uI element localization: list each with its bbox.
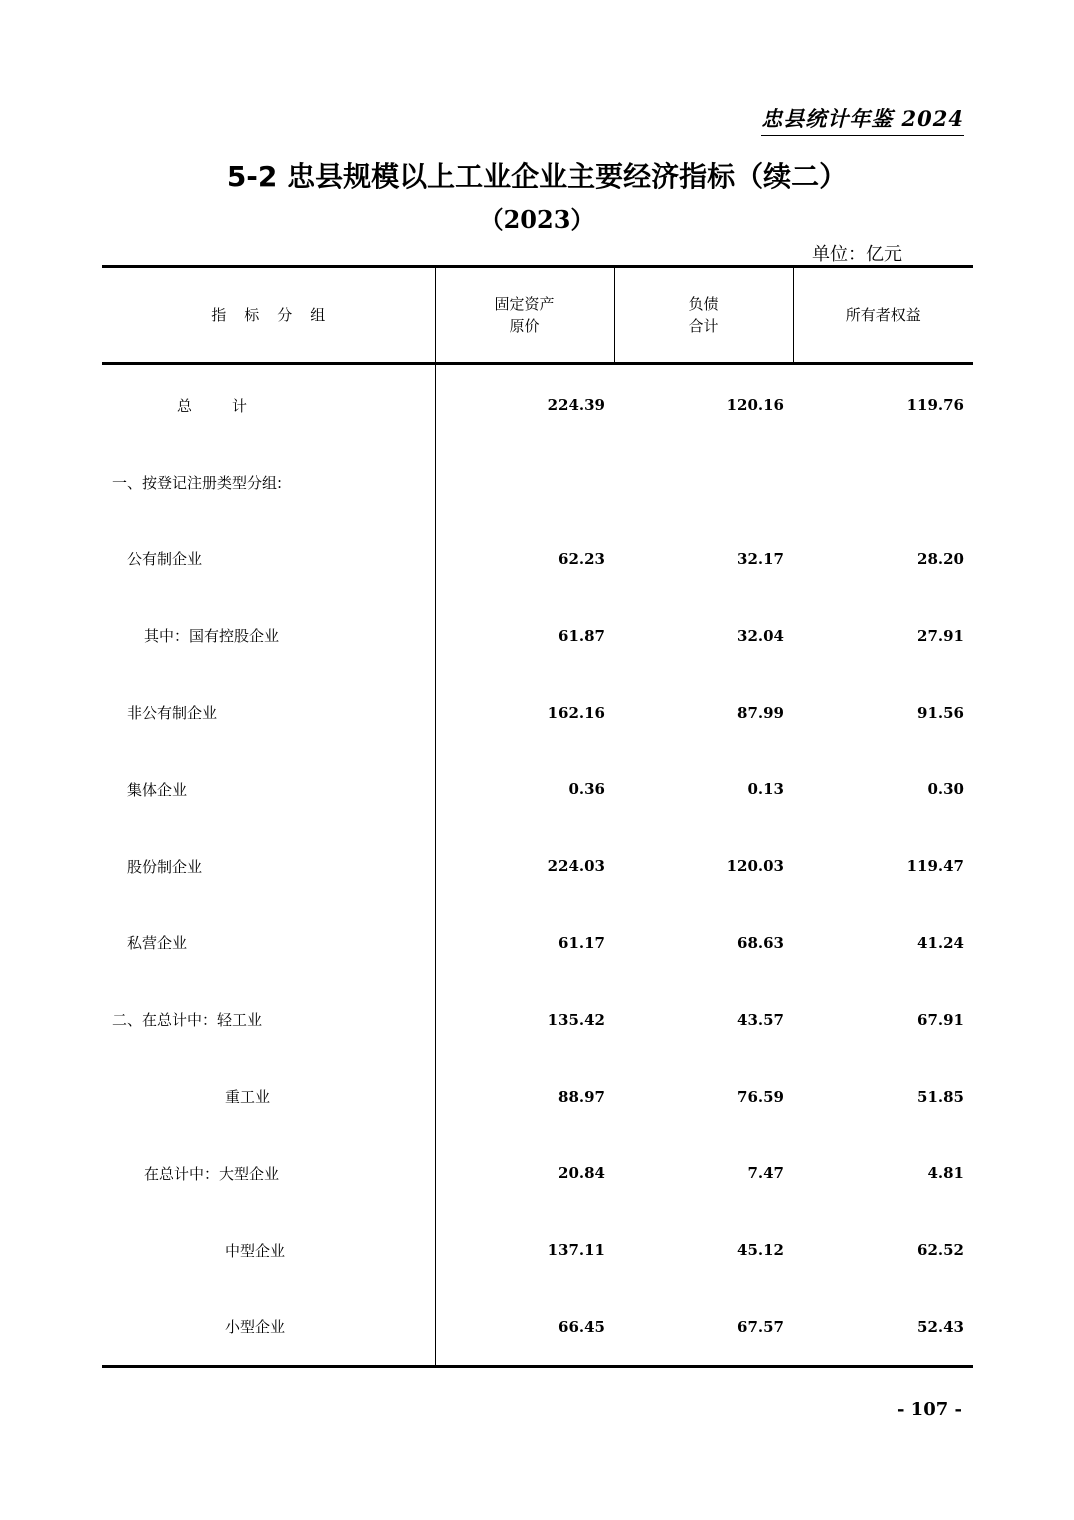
cell-equity: 52.43 [793, 1289, 973, 1367]
cell-equity: 41.24 [917, 933, 964, 952]
row-label: 股份制企业 [102, 828, 435, 905]
table-header-row [102, 267, 973, 364]
cell-fixed-assets: 88.97 [558, 1087, 605, 1106]
cell-liabilities: 87.99 [737, 703, 784, 722]
cell-fixed-assets: 66.45 [435, 1289, 614, 1367]
indicators-table [102, 265, 973, 1368]
row-label: 集体企业 [102, 751, 435, 828]
cell-equity: 67.91 [917, 1010, 964, 1029]
header-equity: 所有者权益 [793, 267, 973, 364]
unit-label: 单位：亿元 [812, 244, 902, 265]
table-row [102, 1289, 973, 1367]
cell-liabilities: 32.04 [737, 626, 784, 645]
table-row [102, 521, 973, 598]
page-title: 5-2 忠县规模以上工业企业主要经济指标（续二） [226, 160, 848, 193]
cell-fixed-assets: 61.87 [558, 626, 605, 645]
row-label: 其中：国有控股企业 [102, 597, 435, 674]
table-row [102, 751, 973, 828]
table-row [102, 981, 973, 1058]
header-liabilities-line1: 负债 [688, 295, 719, 313]
cell-fixed-assets: 162.16 [547, 703, 605, 722]
cell-equity: 119.76 [906, 396, 964, 415]
cell-liabilities: 76.59 [737, 1087, 784, 1106]
row-label: 重工业 [102, 1058, 435, 1135]
header-fixed-assets [435, 267, 614, 364]
table-row [102, 444, 973, 521]
header-liabilities-line2: 合计 [688, 317, 719, 335]
row-label: 小型企业 [102, 1289, 435, 1367]
cell-equity: 4.81 [927, 1164, 964, 1183]
table-row [102, 1058, 973, 1135]
row-label: 私营企业 [102, 905, 435, 982]
cell-fixed-assets: 61.17 [558, 933, 605, 952]
row-label: 中型企业 [102, 1212, 435, 1289]
cell-liabilities: 45.12 [737, 1241, 784, 1260]
cell-liabilities: 32.17 [737, 549, 784, 568]
header-liabilities [614, 267, 793, 364]
cell-liabilities: 68.63 [737, 933, 784, 952]
cell-fixed-assets: 20.84 [558, 1164, 605, 1183]
table-row [102, 364, 973, 444]
cell-equity: 0.30 [927, 780, 964, 799]
cell-fixed-assets: 0.36 [568, 780, 605, 799]
row-label: 在总计中：大型企业 [102, 1135, 435, 1212]
cell-fixed-assets: 224.39 [547, 396, 605, 415]
row-label [102, 364, 435, 444]
cell-fixed-assets [435, 444, 614, 521]
cell-liabilities: 67.57 [614, 1289, 793, 1367]
table-row [102, 597, 973, 674]
header-fixed-assets-line1: 固定资产 [494, 295, 555, 313]
cell-liabilities: 120.16 [726, 396, 784, 415]
cell-fixed-assets: 137.11 [547, 1241, 605, 1260]
row-label: 二、在总计中：轻工业 [102, 981, 435, 1058]
cell-liabilities [614, 444, 793, 521]
cell-equity: 119.47 [906, 857, 964, 876]
cell-equity: 91.56 [917, 703, 964, 722]
table-year: （2023） [479, 205, 595, 234]
cell-fixed-assets: 224.03 [547, 857, 605, 876]
cell-liabilities: 43.57 [737, 1010, 784, 1029]
running-header: 忠县统计年鉴 2024 [761, 103, 964, 136]
cell-equity: 62.52 [917, 1241, 964, 1260]
cell-liabilities: 0.13 [747, 780, 784, 799]
cell-fixed-assets: 62.23 [558, 549, 605, 568]
row-label: 一、按登记注册类型分组: [102, 444, 435, 521]
cell-liabilities: 7.47 [747, 1164, 784, 1183]
row-label: 非公有制企业 [102, 674, 435, 751]
cell-equity: 28.20 [917, 549, 964, 568]
cell-fixed-assets: 135.42 [547, 1010, 605, 1029]
row-label-text: 总计 [177, 396, 288, 415]
header-fixed-assets-line2: 原价 [509, 317, 540, 335]
header-indicator-group: 指标分组 [102, 267, 435, 364]
cell-liabilities: 120.03 [726, 857, 784, 876]
cell-equity: 27.91 [917, 626, 964, 645]
table-row [102, 674, 973, 751]
table-row [102, 1212, 973, 1289]
table-row [102, 1135, 973, 1212]
row-label: 公有制企业 [102, 521, 435, 598]
table-row [102, 905, 973, 982]
page-number: - 107 - [896, 1399, 962, 1420]
cell-equity [793, 444, 973, 521]
cell-equity: 51.85 [917, 1087, 964, 1106]
table-row [102, 828, 973, 905]
